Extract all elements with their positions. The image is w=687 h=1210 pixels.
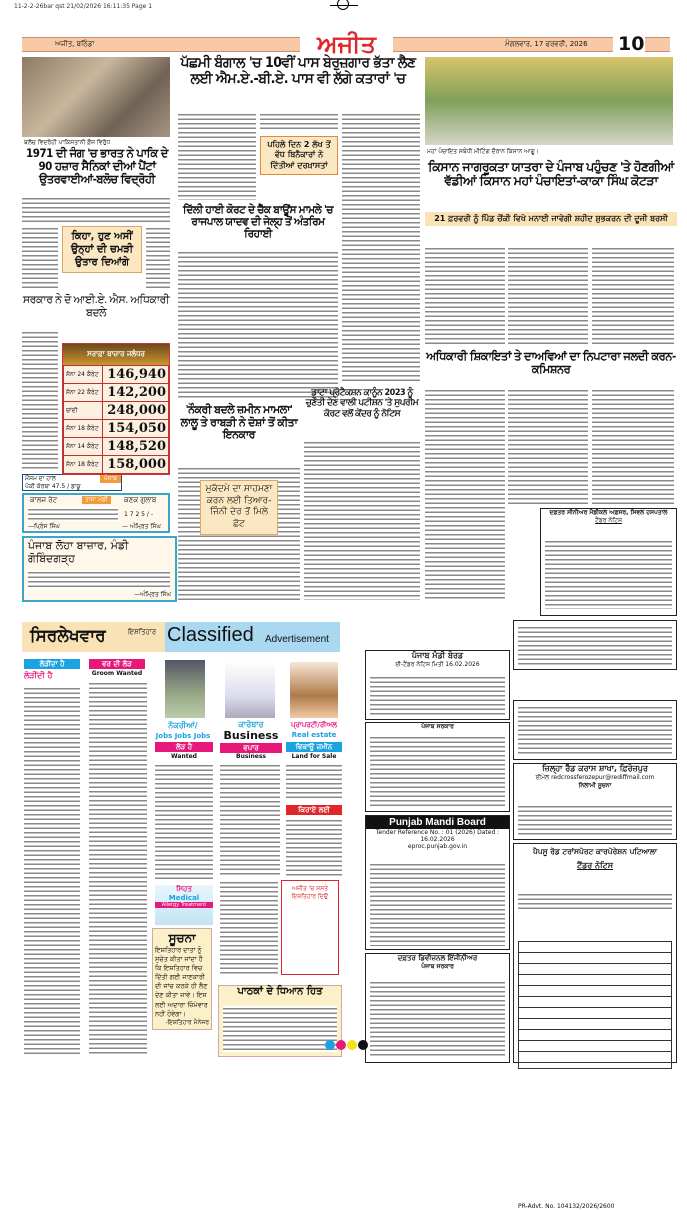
black-dot (358, 1040, 368, 1050)
gold-price-row (64, 402, 169, 420)
jobs-title-pa: ਨੌਕਰੀਆਂ/ (168, 721, 198, 730)
iron-credit: —ਅੰਮ੍ਰਿਤ ਸਿੰਘ (134, 591, 171, 598)
prtc-tender-notice (513, 843, 677, 1210)
issue-date: ਮੰਗਲਵਾਰ, 17 ਫਰਵਰੀ, 2026 (505, 40, 588, 48)
mandi-date: ਈ-ਟੈਂਡਰ ਨੋਟਿਸ ਮਿਤੀ 16.02.2026 (395, 661, 480, 668)
col2-sub: Groom Wanted (91, 670, 143, 677)
gold-price-value: 142,200 (102, 384, 168, 402)
notice-box (152, 928, 212, 1030)
gold-price-label: ਸੋਨਾ 18 ਕੈਰੇਟ (64, 456, 103, 474)
mandi-board-tender (365, 815, 510, 950)
header-bar-end (645, 37, 670, 52)
col1-header: ਲੋੜੀਂਦਾ ਹੈ (24, 659, 80, 669)
gold-price-value: 158,000 (102, 456, 168, 474)
article-body (508, 246, 588, 346)
gold-price-row (64, 366, 169, 384)
classified-banner-left (22, 622, 167, 652)
article-body (22, 226, 58, 288)
classified-title-pa: ਸਿਰਲੇਖਵਾਰ (30, 626, 106, 646)
govt-notice (365, 722, 510, 812)
weather-row: ਪੱਕੀ ਕੋਰਬਾ 47.5 / ਡਾਕੂ (25, 483, 81, 490)
article-body (508, 388, 588, 504)
redcross-title: ਜ਼ਿਲ੍ਹਾ ਰੈੱਡ ਕਰਾਸ ਸ਼ਾਖਾ, ਫ਼ਿਰੋਜ਼ਪੁਰ (542, 764, 648, 773)
article-body (592, 388, 674, 504)
realestate-sub: Land for Sale (291, 753, 337, 760)
office-govt: ਪੰਜਾਬ ਸਰਕਾਰ (421, 963, 454, 970)
photo-caption: ਬਲੋਚ ਵਿਦਰੋਹੀ ਪਾਕਿਸਤਾਨੀ ਫ਼ੌਜ ਵਿਰੁੱਧ (24, 139, 111, 146)
house-illustration (290, 662, 338, 718)
govt-title: ਪੰਜਾਬ ਸਰਕਾਰ (421, 723, 454, 730)
readers-notice (218, 985, 342, 1057)
pull-quote: ਕਿਹਾ, ਹੁਣ ਅਸੀਂ ਉਨ੍ਹਾਂ ਦੀ ਚਮੜੀ ਉਤਾਰ ਦਿਆਂਗੇ (62, 226, 142, 273)
readers-notice-title: ਪਾਠਕਾਂ ਦੇ ਧਿਆਨ ਹਿਤ (237, 986, 323, 997)
office-notice (365, 953, 510, 1063)
article-body (304, 440, 420, 600)
article-body (22, 330, 58, 470)
gold-price-label: ਸੋਨਾ 18 ਕੈਰੇਟ (64, 420, 103, 438)
prtc-subtitle: ਟੈਂਡਰ ਨੋਟਿਸ (576, 861, 614, 870)
wheat-title: ਕਣਕ ਗੁਲਾਬ (124, 496, 157, 504)
gold-price-label: ਸੋਨਾ 14 ਕੈਰੇਟ (64, 438, 103, 456)
headline-farmers: ਕਿਸਾਨ ਜਾਗਰੂਕਤਾ ਯਾਤਰਾ ਦੇ ਪੰਜਾਬ ਪਹੁੰਚਣ 'ਤੇ ਹੋਣਗੀਆਂ ਵੱਡੀਆਂ ਕਿਸਾਨ ਮਹਾਂ ਪੰਚਾਇਤਾਂ-ਕਾਕਾ ਸਿੰਘ ਕੋਟੜਾ (428, 159, 674, 189)
iron-market-box (22, 536, 177, 602)
prtc-tender-table (518, 941, 672, 1069)
ajit-ad-text: ਅਜੀਤ 'ਚ ਸਸਤੇ ਇਸ਼ਤਿਹਾਰ ਦਿਉ (291, 885, 329, 900)
weather-box (22, 474, 122, 491)
gold-price-table (63, 365, 169, 474)
market-title: ਕਾਲਜ ਰੇਟ (30, 496, 58, 504)
classified-listings (286, 763, 342, 801)
headline-lalu: 'ਨੌਕਰੀ ਬਦਲੇ ਜ਼ਮੀਨ ਮਾਮਲਾ' ਲਾਲੂ ਤੇ ਰਾਬੜੀ ਨੇ ਦੋਸ਼ਾਂ ਤੋਂ ਕੀਤਾ ਇਨਕਾਰ (180, 403, 298, 442)
medical-title-en: Medical (168, 894, 200, 902)
redcross-notice (513, 763, 677, 840)
subheadline-farmers: 21 ਫ਼ਰਵਰੀ ਨੂੰ ਪਿੰਡ ਚੌਂਕੀ ਵਿਖੇ ਮਨਾਈ ਜਾਵੇਗੀ ਸ਼ਹੀਦ ਸ਼ੁਭਕਰਨ ਦੀ ਦੂਜੀ ਬਰਸੀ (425, 212, 677, 226)
article-body (425, 246, 505, 346)
jobs-illustration (165, 660, 205, 718)
redcross-subtitle: ਨਿਲਾਮੀ ਸੂਚਨਾ (578, 782, 612, 789)
jobs-tag: ਲੋੜ ਹੈ (155, 742, 213, 752)
classified-listings (24, 686, 80, 1054)
tender-reference: Tender Reference No. : 01 (2026) Dated : 16.02.2026 (375, 829, 500, 843)
headline-baloch: 1971 ਦੀ ਜੰਗ 'ਚ ਭਾਰਤ ਨੇ ਪਾਕਿ ਦੇ 90 ਹਜ਼ਾਰ ਸੈਨਿਕਾਂ ਦੀਆਂ ਪੈਂਟਾਂ ਉਤਰਵਾਈਆਂ-ਬਲੋਚ ਵਿਦ੍ਰੋਹੀ (26, 146, 168, 187)
article-body (22, 196, 170, 222)
cyan-dot (325, 1040, 335, 1050)
print-slug: 11-2-2-26bar qst 21/02/2026 16:11:35 Page 1 (14, 3, 153, 10)
magenta-dot (336, 1040, 346, 1050)
office-title: ਦਫ਼ਤਰ ਡਿਵੀਜ਼ਨਲ ਇੰਜੀਨੀਅਰ (397, 954, 478, 962)
realestate-title-en: Real estate (291, 731, 337, 739)
gold-price-box (62, 343, 170, 475)
wheat-credit: — ਅੰਮ੍ਰਿਤ ਸਿੰਘ (122, 523, 161, 530)
realestate-tag: ਵਿਕਾਊ ਜ਼ਮੀਨ (286, 742, 342, 752)
headline-rajpal: ਦਿੱਲੀ ਹਾਈ ਕੋਰਟ ਦੇ ਚੈੱਕ ਬਾਊਂਸ ਮਾਮਲੇ 'ਚ ਰਾਜਪਾਲ ਯਾਦਵ ਦੀ ਜੇਲ੍ਹ ਤੋਂ ਅੰਤਰਿਮ ਰਿਹਾਈ (183, 204, 333, 241)
civil-hospital-notice (513, 700, 677, 760)
col2-header: ਵਰ ਦੀ ਲੋੜ (89, 659, 145, 669)
article-body (146, 226, 170, 288)
article-body (178, 250, 338, 400)
hospital-notice (540, 508, 677, 616)
article-body (425, 388, 505, 600)
medical-ad (155, 885, 213, 925)
soldiers-photo (22, 57, 170, 137)
pull-quote: ਮੁਕੱਦਮੇ ਦਾ ਸਾਹਮਣਾ ਕਰਨ ਲਈ ਤਿਆਰ- ਜਿੰਨੀ ਦੇਰ ਤੋਂ ਮਿਲੇ ਛੋਟ (200, 480, 278, 535)
gold-price-value: 248,000 (102, 402, 168, 420)
gold-price-label: ਚਾਂਦੀ (64, 402, 103, 420)
business-illustration (225, 662, 275, 718)
gold-price-label: ਸੋਨਾ 24 ਕੈਰੇਟ (64, 366, 103, 384)
pr-advt-number: PR-Advt. No. 104132/2026/2600 (518, 1203, 615, 1210)
market-credit: —ਪ੍ਰਿੰਸ ਸਿੰਘ (28, 523, 60, 530)
hospital-subtitle: ਟੈਂਡਰ ਨੋਟਿਸ (595, 517, 622, 524)
photo-caption: ਮਹਾਂ ਪੰਚਾਇਤ ਸਬੰਧੀ ਮੀਟਿੰਗ ਦੌਰਾਨ ਕਿਸਾਨ ਆਗੂ। (427, 148, 539, 155)
gold-price-label: ਸੋਨਾ 22 ਕੈਰੇਟ (64, 384, 103, 402)
headline-commissioner: ਅਧਿਕਾਰੀ ਸ਼ਿਕਾਇਤਾਂ ਤੇ ਦਾਅਵਿਆਂ ਦਾ ਨਿਪਟਾਰਾ ਜਲਦੀ ਕਰਨ-ਕਮਿਸ਼ਨਰ (426, 349, 676, 377)
mandi-website: eproc.punjab.gov.in (407, 843, 468, 850)
classified-listings (220, 763, 280, 877)
iron-title: ਪੰਜਾਬ ਲੋਹਾ ਬਾਜ਼ਾਰ, ਮੰਡੀ ਗੋਬਿੰਦਗੜ੍ਹ (28, 539, 129, 566)
gold-price-row (64, 456, 169, 474)
article-body (342, 112, 420, 382)
farmers-meeting-photo (425, 57, 673, 145)
ajit-ad-box (281, 880, 339, 975)
market-tag: ਤਾਜ਼ਾ ਮੰਡੀ (82, 496, 111, 504)
classified-banner-right (165, 622, 340, 652)
registration-mark-circle (337, 0, 349, 10)
right-notice (513, 620, 677, 670)
gold-price-row (64, 438, 169, 456)
weather-label: ਮੌਸਮ ਦਾ ਹਾਲ (25, 475, 56, 482)
mandi-board-title: Punjab Mandi Board (366, 816, 509, 829)
medical-sub: Allergy Treatment (155, 902, 213, 908)
classified-listings (89, 681, 147, 1055)
classified-title-small: ਇਸ਼ਤਿਹਾਰ (128, 628, 157, 636)
business-sub: Business (236, 753, 266, 760)
masthead-logo: ਅਜੀਤ (317, 30, 376, 58)
article-body (260, 112, 338, 132)
prtc-title: ਪੈਪਸੂ ਰੋਡ ਟਰਾਂਸਪੋਰਟ ਕਾਰਪੋਰੇਸ਼ਨ ਪਟਿਆਲਾ (532, 847, 658, 856)
notice-title: ਸੂਚਨਾ (168, 931, 196, 945)
medical-title-pa: ਸਿਹਤ (176, 885, 192, 893)
article-body (592, 246, 674, 346)
redcross-email: ਈਮੇਲ redcrossferozepur@rediffmail.com (535, 774, 655, 781)
pull-quote: ਪਹਿਲੇ ਦਿਨ 2 ਲੱਖ ਤੋਂ ਵੱਧ ਬਿਨੈਕਾਰਾਂ ਨੇ ਦਿੱਤੀਆਂ ਦਰਖ਼ਾਸਤਾਂ (260, 136, 338, 175)
mandi-notice-pa (365, 650, 510, 720)
gold-price-value: 146,940 (102, 366, 168, 384)
edition-label: ਅਜੀਤ, ਬਠਿੰਡਾ (55, 40, 95, 48)
rent-tag: ਕਿਰਾਏ ਲਈ (286, 805, 342, 815)
gold-price-value: 148,520 (102, 438, 168, 456)
business-title-pa: ਕਾਰੋਬਾਰ (238, 720, 264, 729)
classified-listings (286, 818, 342, 876)
weather-tag: ਪੰਜਾਬ (100, 475, 121, 483)
gold-price-row (64, 420, 169, 438)
business-title-en: Business (223, 729, 279, 742)
gold-price-title: ਸਰਾਫ਼ਾ ਬਾਜ਼ਾਰ ਜਲੰਧਰ (63, 344, 169, 365)
hospital-title: ਦਫ਼ਤਰ ਸੀਨੀਅਰ ਮੈਡੀਕਲ ਅਫ਼ਸਰ, ਸਿਵਲ ਹਸਪਤਾਲ (549, 509, 668, 516)
gold-price-row (64, 384, 169, 402)
article-body (178, 112, 256, 200)
page-number: 10 (618, 33, 645, 55)
business-tag: ਵਪਾਰ (220, 743, 282, 753)
headline-ias: ਸਰਕਾਰ ਨੇ ਦੋ ਆਈ.ਏ. ਐਸ. ਅਧਿਕਾਰੀ ਬਦਲੇ (22, 293, 170, 319)
classified-listings (220, 880, 278, 975)
classified-listings (155, 763, 213, 881)
yellow-dot (347, 1040, 357, 1050)
jobs-sub: Wanted (171, 753, 197, 760)
gold-price-value: 154,050 (102, 420, 168, 438)
realestate-title-pa: ਪ੍ਰਾਪਰਟੀ/ਰੀਅਲ (290, 721, 338, 729)
jobs-title-en: Jobs Jobs Jobs (155, 732, 211, 740)
headline-data-protection: ਡਾਟਾ ਪ੍ਰੋਟੈਕਸ਼ਨ ਕਾਨੂੰਨ 2023 ਨੂੰ ਚੁਣੌਤੀ ਦੇਣ ਵਾਲੀ ਪਟੀਸ਼ਨ 'ਤੇ ਸੁਪਰੀਮ ਕੋਰਟ ਵਲੋਂ ਕੇਂਦਰ ਨੂੰ ਨੋਟਿਸ (305, 388, 419, 419)
headline-bengal: ਪੱਛਮੀ ਬੰਗਾਲ 'ਚ 10ਵੀਂ ਪਾਸ ਬੇਰੁਜ਼ਗਾਰ ਭੱਤਾ ਲੈਣ ਲਈ ਐਮ.ਏ.-ਬੀ.ਏ. ਪਾਸ ਵੀ ਲੱਗੇ ਕਤਾਰਾਂ 'ਚ (180, 55, 416, 88)
notice-body: ਇਸ਼ਤਿਹਾਰ ਦਾਤਾ ਨੂੰ ਸੁਚੇਤ ਕੀਤਾ ਜਾਂਦਾ ਹੈ ਕਿ ਇਸ਼ਤਿਹਾਰ ਵਿਚ ਦਿੱਤੀ ਗਈ ਜਾਣਕਾਰੀ ਦੀ ਜਾਂਚ ਕਰਕੇ ਹੀ ਲੈਣ ਦੇਣ ਕੀਤਾ ਜਾਵੇ। ਇਸ ਲਈ ਅਦਾਰਾ ਜ਼ਿੰਮੇਵਾਰ ਨਹੀਂ ਹੋਵੇਗਾ। (155, 946, 208, 1018)
market-rate-box (22, 493, 170, 533)
wanted-heading: ਲੋੜੀਂਦੀ ਹੈ (24, 671, 53, 680)
classified-title-en2: Advertisement (265, 634, 329, 645)
wheat-value: 1 7 2 5 / - (124, 511, 153, 518)
notice-sign: -ਇਸ਼ਤਿਹਾਰ ਮੈਨੇਜਰ (165, 1018, 209, 1026)
classified-title-en: Classified (167, 624, 254, 646)
mandi-title-pa: ਪੰਜਾਬ ਮੰਡੀ ਬੋਰਡ (411, 651, 464, 660)
